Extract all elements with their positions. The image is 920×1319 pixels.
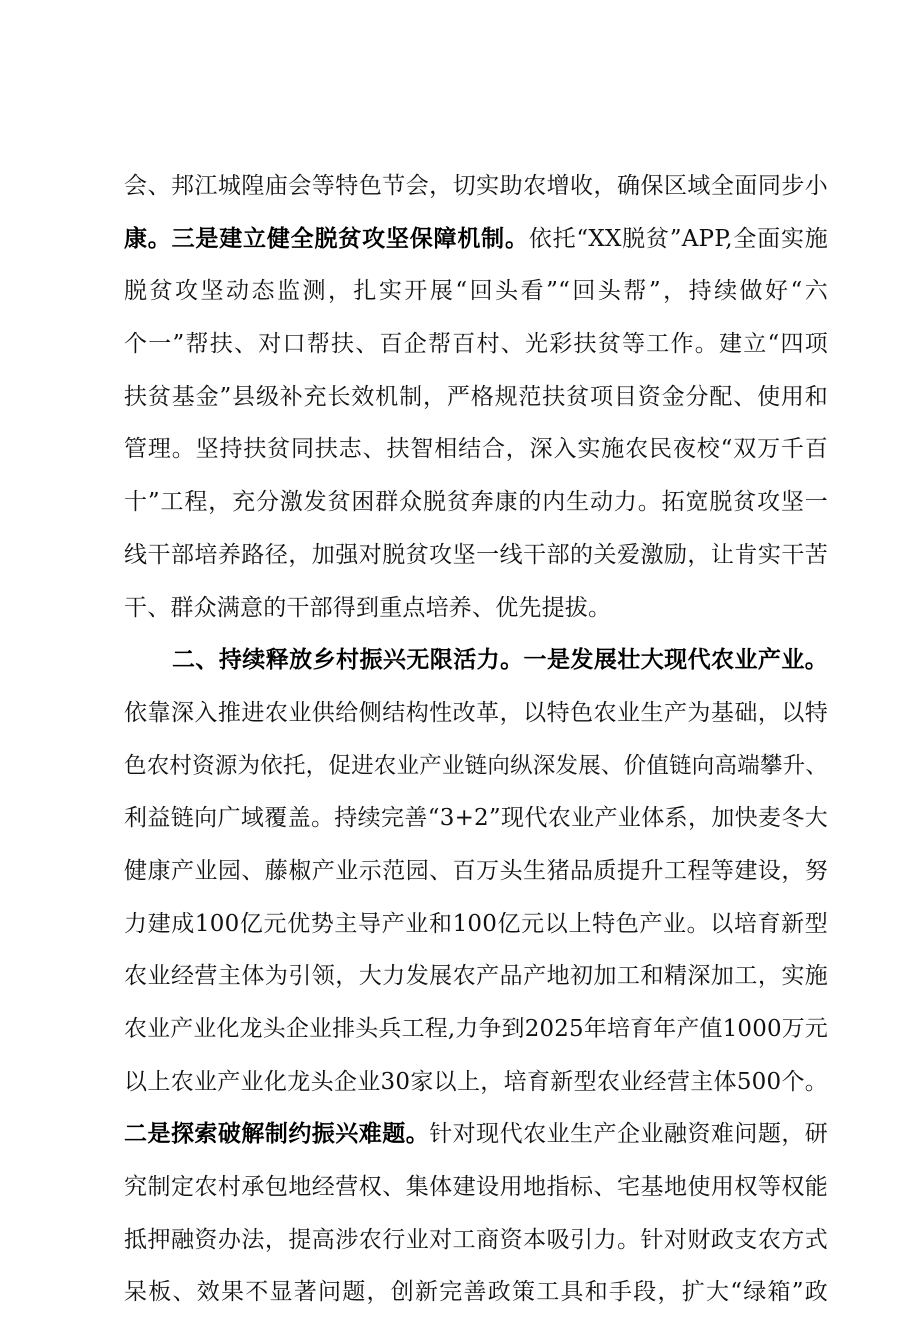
text-line: 呆板、效果不显著问题，创新完善政策工具和手段，扩大“绿箱”政 — [124, 1279, 828, 1306]
text-line: 农业产业化龙头企业排头兵工程,力争到2025年培育年产值1000万元 — [124, 1016, 828, 1042]
text-line: 康。三是建立健全脱贫攻坚保障机制。依托“XX脱贫”APP,全面实施 — [124, 224, 828, 252]
body-text — [124, 160, 828, 1319]
text-line: 抵押融资办法，提高涉农行业对工商资本吸引力。针对财政支农方式 — [124, 1226, 828, 1253]
text-line: 会、邦江城隍庙会等特色节会，切实助农增收，确保区域全面同步小 — [124, 173, 828, 199]
text-line: 管理。坚持扶贫同扶志、扶智相结合，深入实施农民夜校“双万千百 — [124, 436, 828, 463]
text-line: 扶贫基金”县级补充长效机制，严格规范扶贫项目资金分配、使用和 — [124, 383, 828, 410]
section-heading-line — [124, 634, 828, 687]
text-line: 利益链向广域覆盖。持续完善“3+2”现代农业产业体系，加快麦冬大 — [124, 805, 828, 832]
section-heading: 二、持续释放乡村振兴无限活力。一是发展壮大现代农业产业。 — [172, 646, 828, 674]
text-line: 健康产业园、藤椒产业示范园、百万头生猪品质提升工程等建设，努 — [124, 857, 828, 884]
text-line: 线干部培养路径，加强对脱贫攻坚一线干部的关爱激励，让肯实干苦 — [124, 541, 828, 568]
text-line: 个一”帮扶、对口帮扶、百企帮百村、光彩扶贫等工作。建立“四项 — [124, 331, 828, 358]
text-line: 十”工程，充分激发贫困群众脱贫奔康的内生动力。拓宽脱贫攻坚一 — [124, 489, 828, 516]
text-line: 脱贫攻坚动态监测，扎实开展“回头看”“回头帮”，持续做好“六 — [124, 278, 828, 305]
text-line: 农业经营主体为引领，大力发展农产品产地初加工和精深加工，实施 — [124, 963, 828, 990]
text-line: 依靠深入推进农业供给侧结构性改革，以特色农业生产为基础，以特 — [124, 699, 828, 726]
bold-heading-fragment: 二是探索破解制约振兴难题。 — [124, 1120, 430, 1148]
text-line: 力建成100亿元优势主导产业和100亿元以上特色产业。以培育新型 — [124, 910, 828, 937]
text-line: 究制定农村承包地经营权、集体建设用地指标、宅基地使用权等权能 — [124, 1174, 828, 1201]
text-line: 以上农业产业化龙头企业30家以上，培育新型农业经营主体500个。 — [124, 1068, 828, 1095]
bold-heading-fragment: 康。三是建立健全脱贫攻坚保障机制。 — [124, 224, 529, 252]
text-line: 色农村资源为依托，促进农业产业链向纵深发展、价值链向高端攀升、 — [124, 752, 828, 779]
text-line: 二是探索破解制约振兴难题。针对现代农业生产企业融资难问题，研 — [124, 1120, 828, 1148]
text-line: 干、群众满意的干部得到重点培养、优先提拔。 — [124, 594, 612, 621]
